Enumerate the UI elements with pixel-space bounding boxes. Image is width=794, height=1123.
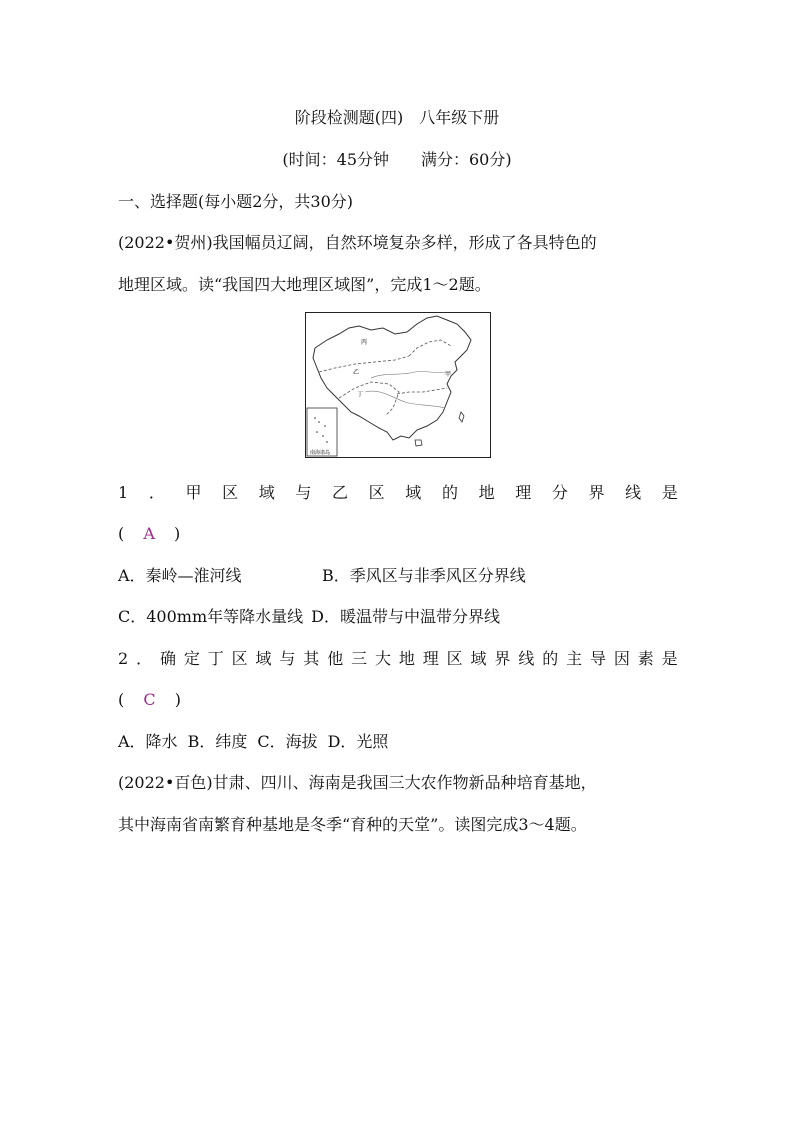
intro-paragraph-2-line-1: (2022•百色)甘肃、四川、海南是我国三大农作物新品种培育基地，: [118, 773, 597, 792]
page-subtitle: (时间：45分钟 满分：60分): [282, 150, 512, 169]
q1-option-b: B．季风区与非季风区分界线: [322, 566, 526, 585]
question-2-answer-line: ( C ): [118, 690, 181, 709]
question-2-stem: 2 ． 确 定 丁 区 域 与 其 他 三 大 地 理 区 域 界 线 的 主 导 因 素 是: [118, 649, 678, 668]
question-2-answer: C: [143, 690, 156, 709]
page-title: 阶段检测题(四) 八年级下册: [294, 108, 500, 127]
question-1-answer: A: [143, 524, 155, 543]
china-regions-map: [305, 312, 491, 458]
question-2-options: [118, 732, 388, 752]
inset-caption: 南海诸岛: [310, 450, 331, 456]
q2-option-b: B．纬度: [187, 732, 248, 751]
question-1-answer-line: ( A ): [118, 524, 181, 543]
question-1-options-row-2: [118, 607, 500, 627]
question-1-stem: 1 ． 甲 区 域 与 乙 区 域 的 地 理 分 界 线 是: [118, 483, 678, 502]
q1-option-d: D．暖温带与中温带分界线: [311, 607, 500, 626]
map-label-ding: 丁: [357, 391, 364, 398]
map-label-yi: 乙: [353, 369, 360, 376]
section-heading: 一、选择题(每小题2分，共30分): [118, 192, 354, 211]
q1-option-c: C．400mm年等降水量线: [118, 607, 304, 626]
q2-option-c: C．海拔: [257, 732, 318, 751]
intro-paragraph-2-line-2: 其中海南省南繁育种基地是冬季“育种的天堂”。读图完成3～4题。: [118, 815, 587, 834]
intro-paragraph-1-line-2: 地理区域。读“我国四大地理区域图”，完成1～2题。: [118, 275, 491, 294]
intro-paragraph-1-line-1: (2022•贺州)我国幅员辽阔，自然环境复杂多样，形成了各具特色的: [118, 233, 597, 252]
q1-option-a: A．秦岭—淮河线: [118, 566, 242, 585]
map-label-jia: 甲: [445, 371, 452, 378]
south-china-sea-inset: [307, 408, 337, 456]
q2-option-a: A．降水: [118, 732, 178, 751]
question-1-options-row-1: [118, 566, 526, 586]
q2-option-d: D．光照: [327, 732, 389, 751]
map-label-bing: 丙: [361, 339, 368, 346]
